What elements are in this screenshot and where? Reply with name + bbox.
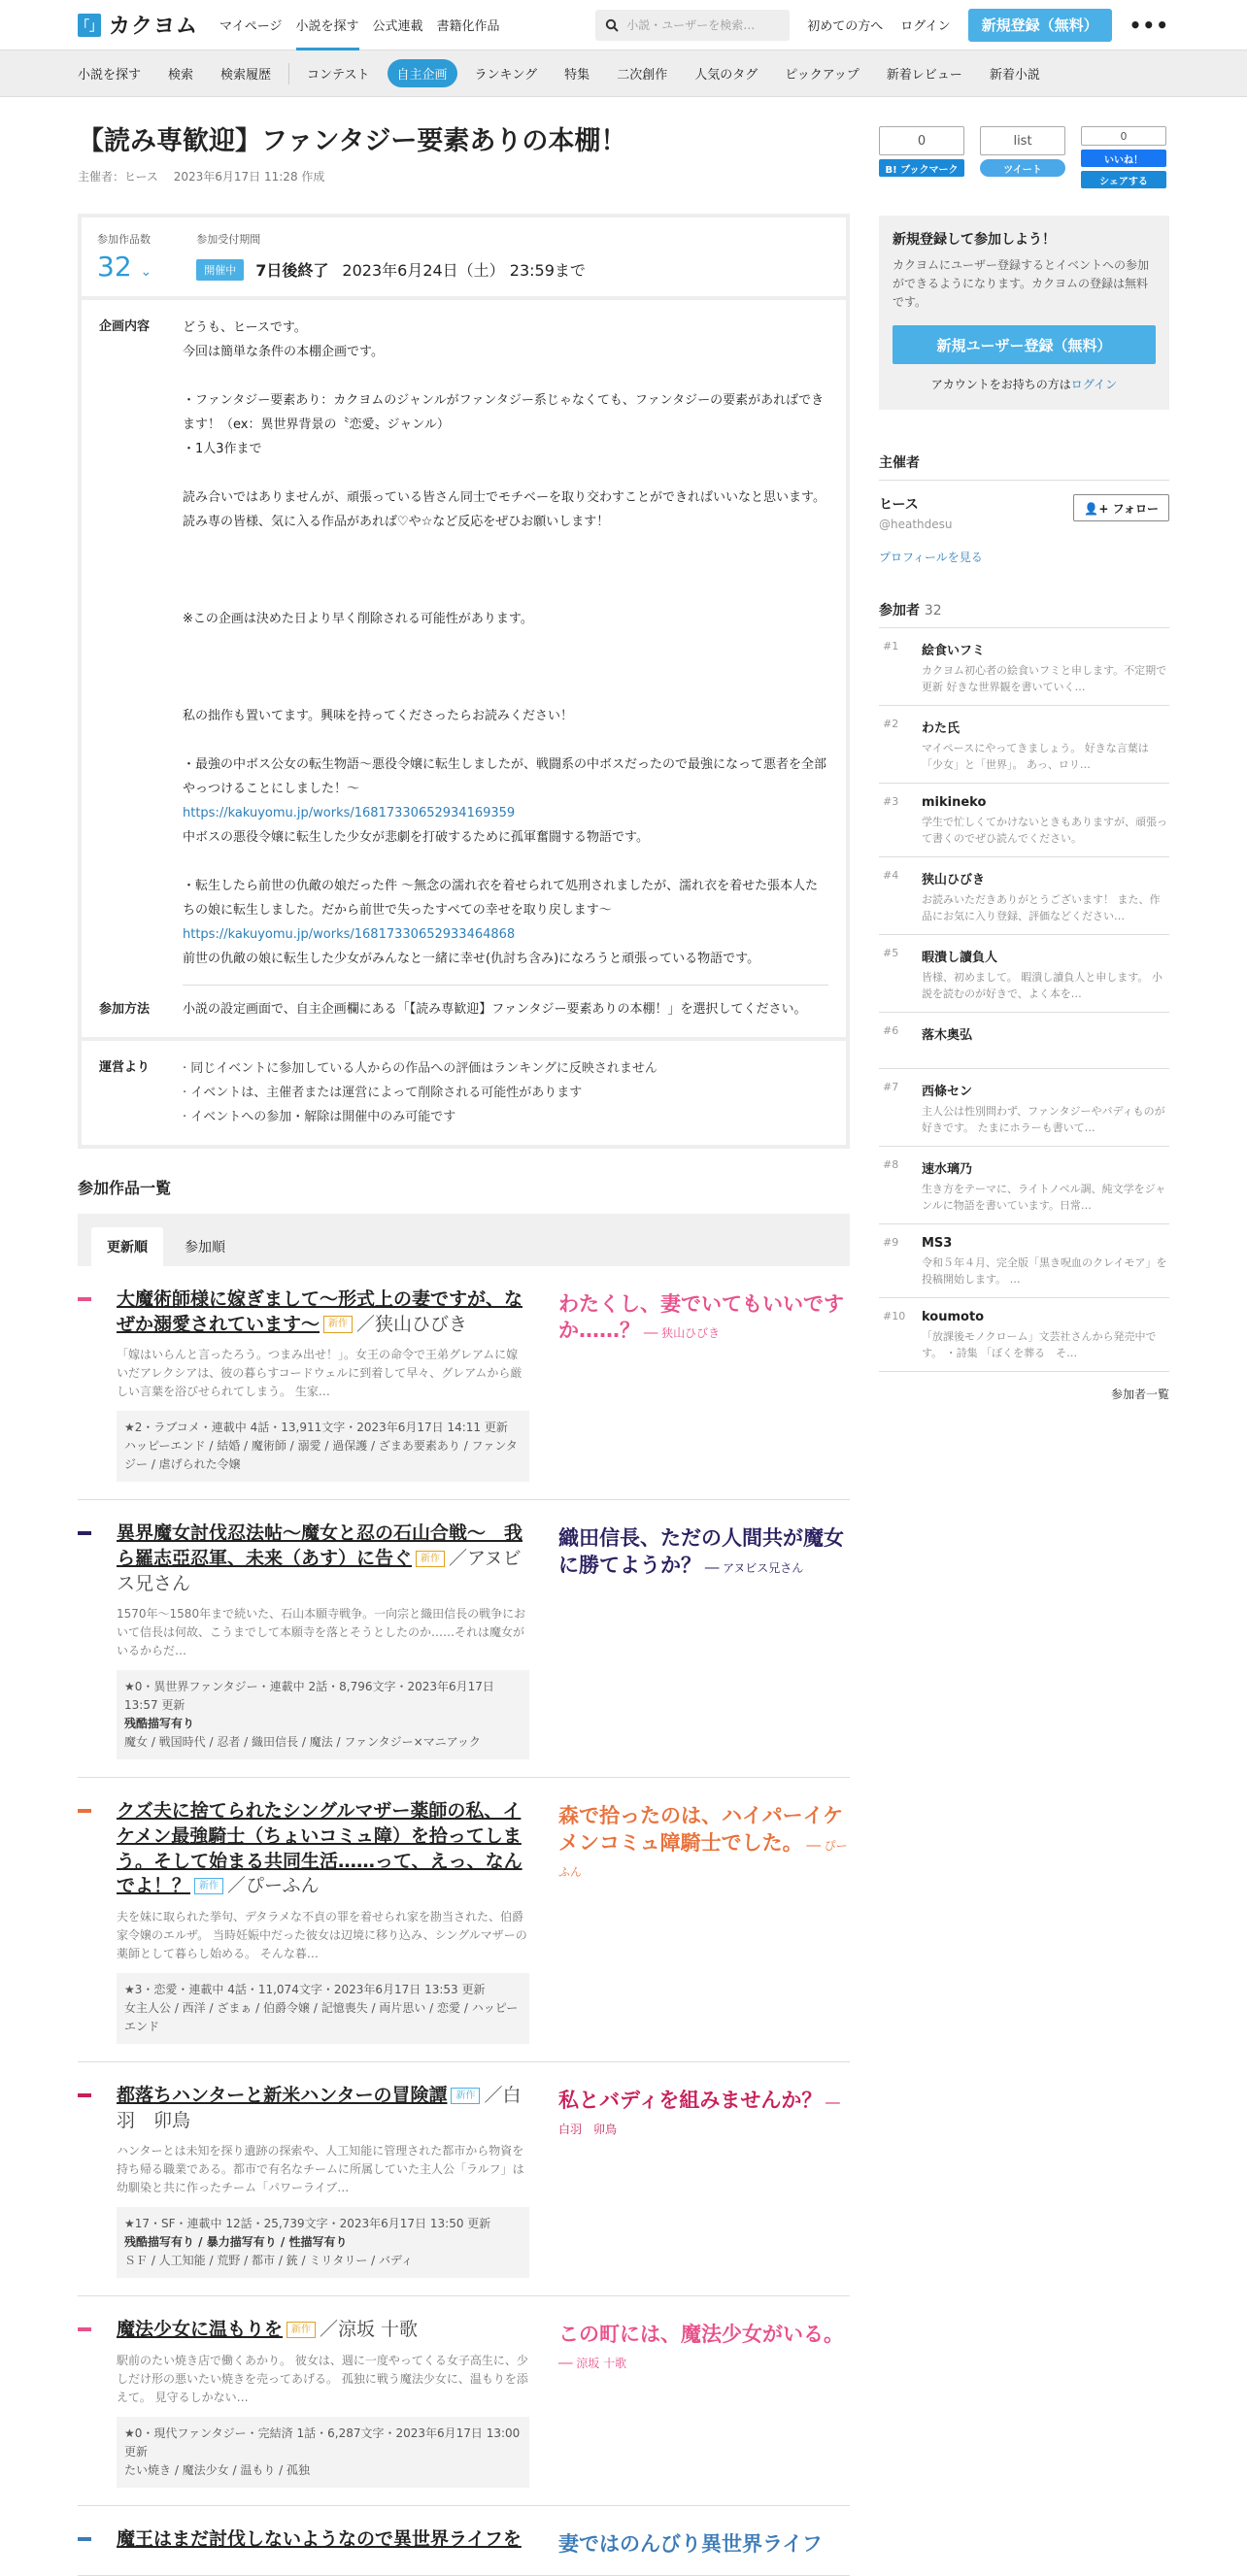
work-title[interactable]: クズ夫に捨てられたシングルマザー薬師の私、イケメン最強騎士（ちょいコミュ障）を拾ってしまう。そして始まる共同生活……って、えっ、なんでよ！？ xyxy=(117,1800,522,1897)
subnav-divider xyxy=(288,63,289,84)
member-item[interactable] xyxy=(879,1013,1169,1069)
period-remaining: 7日後終了 xyxy=(255,261,329,281)
work-catchphrase-box xyxy=(558,2084,850,2278)
work-info xyxy=(117,2417,529,2488)
work-item xyxy=(78,1500,850,1778)
subnav-new[interactable]: 新着小説 xyxy=(989,68,1040,83)
work-main xyxy=(117,2318,529,2488)
period-end: 2023年6月24日（土） 23:59まで xyxy=(342,261,586,281)
member-item[interactable] xyxy=(879,784,1169,857)
hatena-count: 0 xyxy=(879,126,964,155)
content-line: ・最強の中ボス公女の転生物語～悪役令嬢に転生しましたが、戦闘系の中ボスだったので最強になって悪者を全部やっつけることにしました！～ xyxy=(183,757,827,797)
member-name[interactable]: 西條セン xyxy=(922,1085,973,1099)
content-line: 読み専の皆様、気に入る作品があれば♡や☆など反応をぜひお願いします！ xyxy=(183,515,610,530)
login-prompt: アカウントをお持ちの方は xyxy=(930,378,1071,391)
search-icon xyxy=(605,18,619,32)
tweet-count: list xyxy=(980,126,1065,155)
work-title-line xyxy=(117,2527,529,2554)
work-color-bar xyxy=(78,2093,91,2097)
member-item[interactable] xyxy=(879,1069,1169,1147)
member-body xyxy=(922,947,1169,1002)
subnav-pickup[interactable]: ピックアップ xyxy=(785,68,859,83)
fb-share-button[interactable]: シェアする xyxy=(1081,171,1166,188)
logo[interactable] xyxy=(78,10,198,40)
member-rank: #7 xyxy=(883,1081,899,1093)
search-input[interactable] xyxy=(595,10,790,41)
works-list xyxy=(78,1266,850,2576)
member-rank: #8 xyxy=(883,1158,899,1171)
join-title: 新規登録して参加しよう！ xyxy=(893,232,1056,248)
nav-official[interactable]: 公式連載 xyxy=(372,19,423,34)
new-badge: 新作 xyxy=(323,1316,353,1333)
members-heading: 参加者 xyxy=(879,603,920,619)
work-description: 1570年～1580年まで続いた、石山本願寺戦争。一向宗と織田信長の戦争において信長は何故、こうまでして本願寺を落とそうとしたのか……それは魔女がいるからだ… xyxy=(117,1607,526,1658)
subnav-search[interactable]: 検索 xyxy=(168,68,194,83)
subnav-fanfic[interactable]: 二次創作 xyxy=(617,68,668,83)
content-line xyxy=(183,631,828,655)
works-tabs xyxy=(78,1214,850,1266)
members-list xyxy=(879,628,1169,1372)
work-title-line xyxy=(117,2084,529,2134)
work-stats: ★3・恋愛・連載中 4話・11,074文字・2023年6月17日 13:53 更新 xyxy=(124,1982,486,1996)
event-meta: 主催者：ヒース 2023年6月17日 11:28 作成 xyxy=(78,170,325,184)
nav-books[interactable]: 書籍化作品 xyxy=(436,19,500,34)
host-name[interactable]: ヒース xyxy=(879,497,919,513)
login-link[interactable]: ログイン xyxy=(900,19,951,34)
member-rank: #9 xyxy=(883,1236,899,1249)
content-line xyxy=(183,534,828,558)
member-body xyxy=(922,1158,1169,1214)
content-line: 読み合いではありませんが、頑張っている皆さん同士でモチベーを取り交わすことができればいいなと思います。 xyxy=(183,490,826,506)
first-time-link[interactable]: 初めての方へ xyxy=(807,19,884,34)
sub-nav xyxy=(0,50,1247,97)
work-title[interactable]: 大魔術師様に嫁ぎまして～形式上の妻ですが、なぜか溺愛されています～ xyxy=(117,1288,523,1335)
new-badge: 新作 xyxy=(416,1551,445,1568)
content-line: どうも、ヒースです。 xyxy=(183,320,307,336)
member-name[interactable]: わた氏 xyxy=(922,721,961,736)
work-description: 夫を妹に取られた挙句、デタラメな不貞の罪を着せられ家を勘当された、伯爵家令嬢のエルザ。 当時妊娠中だった彼女は辺境に移り込み、シングルマザーの薬師として暮らし始める。 そんな暮… xyxy=(117,1909,527,1960)
new-badge: 新作 xyxy=(286,2322,316,2339)
work-main xyxy=(117,2084,529,2278)
logo-mark: 「」 xyxy=(78,14,101,37)
host-heading: 主催者 xyxy=(879,452,1169,481)
content-line: 私の拙作も置いてます。興味を持ってくださったらお読みください！ xyxy=(183,709,573,724)
member-item[interactable] xyxy=(879,935,1169,1013)
work-author[interactable]: ／狭山ひびき xyxy=(356,1313,468,1335)
content-line xyxy=(183,728,828,753)
tweet-button[interactable]: ツイート xyxy=(980,159,1065,177)
how-text: 小説の設定画面で、自主企画欄にある「【読み専歓迎】ファンタジー要素ありの本棚！」を選択してください。 xyxy=(183,1002,807,1018)
event-panel xyxy=(78,214,850,1149)
content-line: 今回は簡単な条件の本棚企画です。 xyxy=(183,345,384,360)
work-catchphrase-box xyxy=(558,1799,850,2044)
work-item xyxy=(78,2062,850,2296)
more-menu-icon[interactable]: ••• xyxy=(1129,13,1169,37)
work-main xyxy=(117,1522,529,1759)
work-tags[interactable]: ＳＦ / 人工知能 / 荒野 / 都市 / 銃 / ミリタリー / バディ xyxy=(124,2254,414,2268)
nav-mypage[interactable]: マイページ xyxy=(219,19,283,34)
content-line: 中ボスの悪役令嬢に転生した少女が悲劇を打破するために孤軍奮闘する物語です。 xyxy=(183,830,649,846)
work-item xyxy=(78,2506,850,2576)
work-stats: ★17・SF・連載中 12話・25,739文字・2023年6月17日 13:50 更新 xyxy=(124,2217,491,2231)
member-item[interactable] xyxy=(879,1298,1169,1372)
work-title-line xyxy=(117,1288,529,1338)
work-catchphrase-box xyxy=(558,1522,850,1759)
work-author[interactable]: ／ぴーふん xyxy=(227,1875,320,1897)
work-title[interactable]: 異界魔女討伐忍法帖〜魔女と忍の石山合戦〜 我ら羅志亞忍軍、未来（あす）に告ぐ xyxy=(117,1522,523,1570)
work-info xyxy=(117,1973,529,2044)
member-name[interactable]: 絵食いフミ xyxy=(922,644,986,658)
how-label: 参加方法 xyxy=(99,1002,151,1018)
member-desc: 「放課後モノクローム」文芸社さんから発売中です。 ・詩集 「ぼくを葬る そ… xyxy=(922,1330,1157,1359)
content-line xyxy=(183,850,828,874)
member-rank: #10 xyxy=(883,1310,906,1322)
work-catchphrase-box xyxy=(558,2527,850,2558)
subnav-reviews[interactable]: 新着レビュー xyxy=(886,68,962,83)
ops-label: 運営より xyxy=(99,1060,151,1076)
work-link-1[interactable]: https://kakuyomu.jp/works/16817330652934169359 xyxy=(183,806,516,821)
new-badge: 新作 xyxy=(451,2088,480,2105)
ops-row xyxy=(82,1037,846,1145)
work-title[interactable]: 都落ちハンターと新米ハンターの冒険譚 xyxy=(117,2084,448,2106)
sidebar xyxy=(879,97,1169,1402)
work-title-line xyxy=(117,1799,529,1900)
work-description: ハンターとは未知を探り遺跡の探索や、人工知能に管理された都市から物資を持ち帰る職業である。都市で有名なチームに所属していた主人公「ラルフ」は幼馴染と共に作ったチーム「パワーライブ… xyxy=(117,2144,524,2195)
work-author[interactable]: ／アヌビス兄さん xyxy=(117,1548,522,1594)
work-info xyxy=(117,1670,529,1759)
content-line xyxy=(183,558,828,583)
subnav-find[interactable]: 小説を探す xyxy=(78,68,142,83)
member-body xyxy=(922,718,1169,773)
global-header xyxy=(0,0,1247,50)
work-catchphrase: 妻ではのんびり異世界ライフ xyxy=(558,2531,823,2556)
work-color-bar xyxy=(78,1531,91,1535)
subnav-history[interactable]: 検索履歴 xyxy=(220,68,272,83)
content-line: ・1人3作まで xyxy=(183,442,262,457)
catch-author: ── 涼坂 十歌 xyxy=(558,2357,627,2371)
work-item xyxy=(78,1266,850,1500)
member-item[interactable] xyxy=(879,706,1169,784)
content-line: ・転生したら前世の仇敵の娘だった件 ～無念の濡れ衣を着せられて処刑されましたが、濡れ衣を着せた張本人たちの娘に転生しました。だから前世で失ったすべての幸せを取り戻します～ xyxy=(183,879,819,919)
catch-author: ── アヌビス兄さん xyxy=(701,1560,804,1575)
member-body xyxy=(922,795,1169,847)
member-name[interactable]: 狭山ひびき xyxy=(922,873,986,887)
work-catchphrase: 織田信長、ただの人間共が魔女に勝てようか？ ── アヌビス兄さん xyxy=(558,1526,844,1577)
work-stats: ★2・ラブコメ・連載中 4話・13,911文字・2023年6月17日 14:11 更新 xyxy=(124,1421,508,1435)
member-desc: マイペースにやってきましょう。 好きな言葉は「少女」と「世界」。 あっ、ロリ… xyxy=(922,742,1149,771)
main-column xyxy=(78,97,850,2576)
member-name[interactable]: 暇潰し讀負人 xyxy=(922,951,998,965)
work-color-bar xyxy=(78,1809,91,1813)
work-stats: ★0・異世界ファンタジー・連載中 2話・8,796文字・2023年6月17日 13:57 更新 xyxy=(124,1680,494,1713)
work-catchphrase-box xyxy=(558,1288,850,1482)
work-tags[interactable]: たい焼き / 魔法少女 / 温もり / 孤独 xyxy=(124,2462,311,2477)
work-tags[interactable]: 魔女 / 戦国時代 / 忍者 / 織田信長 / 魔法 / ファンタジー×マニアック xyxy=(124,1735,481,1750)
member-name[interactable]: MS3 xyxy=(922,1236,953,1251)
nav-find-novels[interactable]: 小説を探す xyxy=(296,0,359,50)
global-nav xyxy=(219,0,500,50)
work-warnings: 残酷描写有り xyxy=(124,1717,195,1731)
subnav-events[interactable]: 自主企画 xyxy=(388,59,457,87)
work-description: 「嫁はいらんと言ったろう。つまみ出せ！」。女王の命令で王弟グレアムに嫁いだアレクシアは、彼の暮らすコードウェルに到着して早々、グレアムから厳しい言葉を浴びせられてしまう。 生家… xyxy=(117,1348,522,1399)
fb-count: 0 xyxy=(1081,126,1166,146)
side-login-link[interactable]: ログイン xyxy=(1070,378,1118,391)
member-body xyxy=(922,640,1169,695)
entry-count[interactable]: 32 ⌄ xyxy=(97,251,152,284)
work-info xyxy=(117,1411,529,1482)
work-main xyxy=(117,1799,529,2044)
member-desc: お読みいただきありがとうございます！ また、作品にお気に入り登録、評価などください… xyxy=(922,893,1161,922)
join-box xyxy=(879,216,1169,410)
search-placeholder: 小説・ユーザーを検索… xyxy=(626,18,756,32)
content-last-line: 前世の仇敵の娘に転生した少女がみんなと一緒に幸せ(仇討ち含み)になろうと頑張っている物語です。 xyxy=(183,952,760,967)
event-title: 【読み専歓迎】ファンタジー要素ありの本棚！ xyxy=(78,126,627,156)
member-body xyxy=(922,1236,1169,1288)
member-body xyxy=(922,1310,1169,1361)
content-line: ※この企画は決めた日より早く削除される可能性があります。 xyxy=(183,612,533,627)
work-stats: ★0・現代ファンタジー・完結済 1話・6,287文字・2023年6月17日 13:00 更新 xyxy=(124,2425,521,2459)
work-tags[interactable]: ハッピーエンド / 結婚 / 魔術師 / 溺愛 / 過保護 / ざまあ要素あり / ファンタジー / 虐げられた令嬢 xyxy=(124,1439,518,1472)
person-plus-icon: 👤+ xyxy=(1084,502,1109,516)
logo-text: カクヨム xyxy=(109,15,199,39)
work-color-bar xyxy=(78,1297,91,1301)
member-rank: #1 xyxy=(883,640,899,652)
content-line xyxy=(183,680,828,704)
catch-author: ── 白羽 卯鳥 xyxy=(558,2095,840,2137)
work-catchphrase: 森で拾ったのは、ハイパーイケメンコミュ障騎士でした。 ── ぴーふん xyxy=(558,1804,848,1879)
register-button[interactable]: 新規登録（無料） xyxy=(968,9,1112,42)
member-name[interactable]: koumoto xyxy=(922,1310,985,1324)
join-desc: カクヨムにユーザー登録するとイベントへの参加ができるようになります。カクヨムの登録は無料です。 xyxy=(893,258,1150,309)
member-body xyxy=(922,1024,1169,1058)
members-more-link[interactable]: 参加者一覧 xyxy=(1110,1388,1169,1401)
profile-link[interactable]: プロフィールを見る xyxy=(879,551,983,564)
members-count: 32 xyxy=(924,603,942,619)
work-item xyxy=(78,1778,850,2062)
content-row xyxy=(82,296,846,1037)
work-main xyxy=(117,1288,529,1482)
content-line: ・ファンタジー要素あり：カクヨムのジャンルがファンタジー系じゃなくても、ファンタジーの要素があればできます！（ex：異世界背景の〝恋愛〟ジャンル） xyxy=(183,393,825,433)
signup-button[interactable]: 新規ユーザー登録（無料） xyxy=(893,325,1156,364)
tab-joined[interactable]: 参加順 xyxy=(185,1240,225,1256)
member-desc: 令和５年４月、完全版「黒き呪血のクレイモア」を投稿開始します。 … xyxy=(922,1256,1167,1286)
content-line xyxy=(183,655,828,680)
subnav-tags[interactable]: 人気のタグ xyxy=(694,68,758,83)
work-item xyxy=(78,2296,850,2506)
work-author[interactable]: ／涼坂 十歌 xyxy=(320,2319,419,2341)
work-warnings: 残酷描写有り / 暴力描写有り / 性描写有り xyxy=(124,2235,348,2250)
tab-updated[interactable]: 更新順 xyxy=(91,1227,163,1266)
member-desc: 学生で忙しくてかけないときもありますが、頑張って書くのでぜひ読んでください。 xyxy=(922,816,1167,845)
period-label: 参加受付期間 xyxy=(196,233,261,247)
work-title-line xyxy=(117,2318,529,2344)
member-item[interactable] xyxy=(879,857,1169,935)
chevron-down-icon: ⌄ xyxy=(140,264,152,281)
content-line xyxy=(183,461,828,485)
work-title[interactable]: 魔王はまだ討伐しないようなので異世界ライフを xyxy=(117,2527,522,2550)
subnav-contest[interactable]: コンテスト xyxy=(307,68,370,83)
member-desc: 生き方をテーマに、ライトノベル調、純文学をジャンルに物語を書いています。日常… xyxy=(922,1183,1166,1212)
member-name[interactable]: mikineko xyxy=(922,795,987,810)
member-rank: #2 xyxy=(883,718,899,730)
member-body xyxy=(922,869,1169,924)
member-rank: #6 xyxy=(883,1024,899,1037)
work-description: 駅前のたい焼き店で働くあかり。 彼女は、週に一度やってくる女子高生に、少しだけ形の悪いたい焼きを売ってあげる。 孤独に戦う魔法少女に、温もりを添えて。 見守るしかない… xyxy=(117,2353,528,2404)
work-catchphrase: 私とバディを組みませんか？ ── 白羽 卯鳥 xyxy=(558,2088,840,2137)
work-color-bar xyxy=(78,2327,91,2331)
member-desc: 主人公は性別問わず、ファンタジーやバディものが好きです。 たまにホラーも書いて… xyxy=(922,1105,1165,1134)
content-line xyxy=(183,364,828,388)
member-name[interactable]: 速水璃乃 xyxy=(922,1162,973,1177)
work-title-line xyxy=(117,1522,529,1597)
work-catchphrase-box xyxy=(558,2318,850,2488)
work-catchphrase: わたくし、妻でいてもいいですか……？ ── 狭山ひびき xyxy=(558,1292,844,1343)
work-main xyxy=(117,2527,529,2558)
member-rank: #5 xyxy=(883,947,899,959)
ops-item: · イベントへの参加・解除は開催中のみ可能です xyxy=(183,1110,456,1125)
work-link-2[interactable]: https://kakuyomu.jp/works/16817330652933464868 xyxy=(183,927,516,943)
new-badge: 新作 xyxy=(194,1878,223,1895)
subnav-feature[interactable]: 特集 xyxy=(564,68,590,83)
catch-author: ── ぴーふん xyxy=(558,1838,848,1879)
ops-item: · イベントは、主催者または運営によって削除される可能性があります xyxy=(183,1086,583,1101)
ops-item: · 同じイベントに参加している人からの作品への評価はランキングに反映されません xyxy=(183,1061,657,1077)
member-item[interactable] xyxy=(879,628,1169,706)
member-rank: #4 xyxy=(883,869,899,882)
work-color-bar xyxy=(78,2537,91,2541)
member-item[interactable] xyxy=(879,1224,1169,1298)
content-line xyxy=(183,583,828,607)
member-name[interactable]: 落木奥弘 xyxy=(922,1028,973,1043)
status-badge: 開催中 xyxy=(196,259,244,281)
work-catchphrase: この町には、魔法少女がいる。 ── 涼坂 十歌 xyxy=(558,2323,844,2371)
hatena-button[interactable]: B! ブックマーク xyxy=(879,159,964,177)
work-title[interactable]: 魔法少女に温もりを xyxy=(117,2319,284,2341)
subnav-ranking[interactable]: ランキング xyxy=(474,68,538,83)
follow-button[interactable]: 👤+ フォロー xyxy=(1073,494,1169,521)
works-section-title: 参加作品一覧 xyxy=(78,1179,172,1198)
content-label: 企画内容 xyxy=(99,319,151,335)
count-label: 参加作品数 xyxy=(97,233,151,247)
like-button[interactable]: いいね！ xyxy=(1081,150,1166,167)
member-body xyxy=(922,1081,1169,1136)
member-rank: #3 xyxy=(883,795,899,808)
host-id: @heathdesu xyxy=(879,518,953,531)
member-item[interactable] xyxy=(879,1147,1169,1224)
work-tags[interactable]: 女主人公 / 西洋 / ざまぁ / 伯爵令嬢 / 記憶喪失 / 両片思い / 恋愛 / ハッピーエンド xyxy=(124,2000,519,2033)
member-desc: カクヨム初心者の絵食いフミと申します。不定期で更新 好きな世界観を書いていく… xyxy=(922,664,1167,693)
work-info xyxy=(117,2207,529,2278)
catch-author: ── 狭山ひびき xyxy=(640,1326,721,1341)
member-desc: 皆様、初めまして。 暇潰し讀負人と申します。 小説を読むのが好きで、よく本を… xyxy=(922,971,1163,1000)
work-author[interactable]: ／白羽 卯鳥 xyxy=(117,2084,522,2131)
